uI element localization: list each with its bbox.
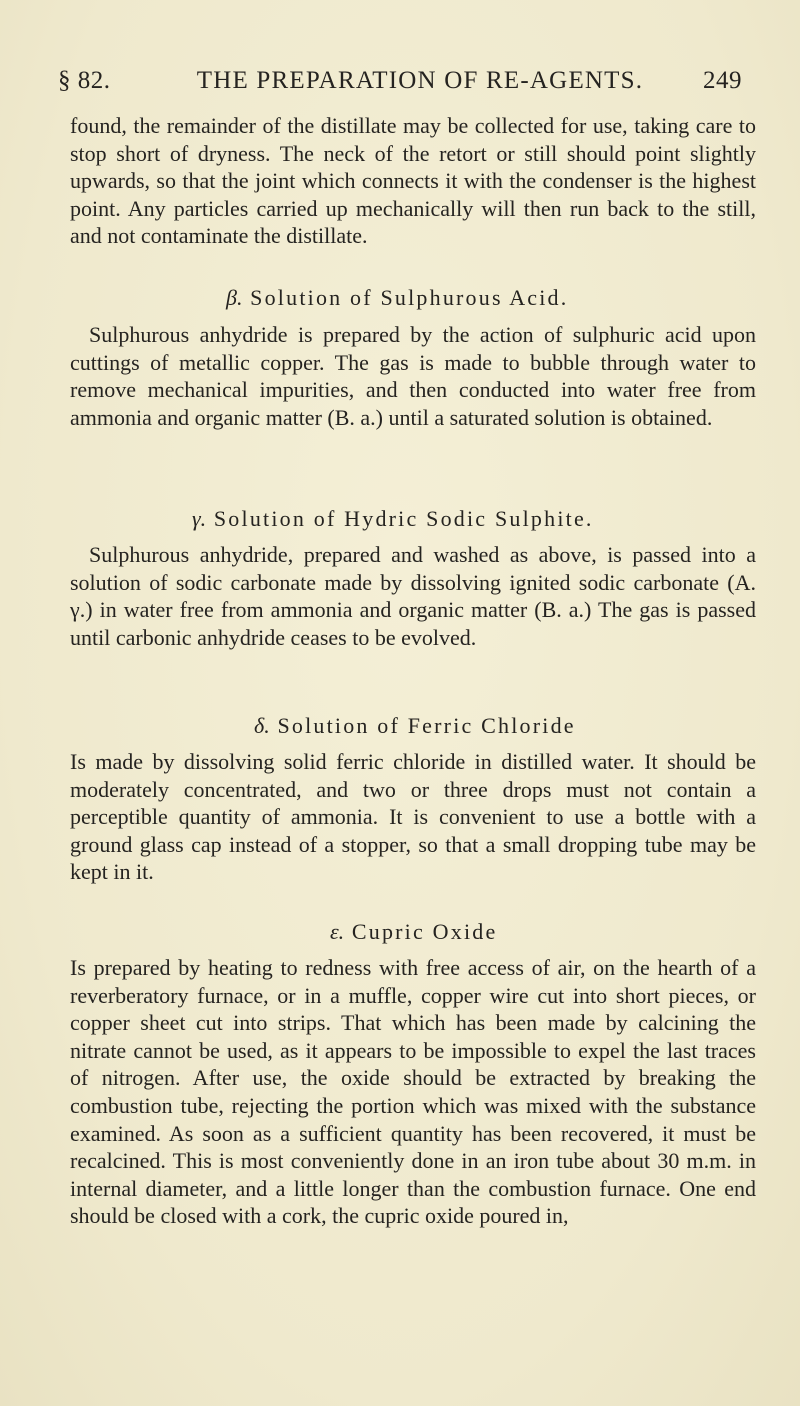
intro-paragraph-block <box>70 112 756 250</box>
section-heading-epsilon <box>330 918 497 946</box>
section-title: Solution of Sulphurous Acid. <box>250 285 569 310</box>
section-letter: β. <box>226 285 243 310</box>
section-paragraph: Is prepared by heating to redness with free access of air, on the hearth of a reverberatory furnace, or in a muffle, copper wire cut into short pieces, or copper sheet cut into strips. That which has been made by calcining the nitrate cannot be used, as it appears to be impossible to expel the last traces of nitrogen. After use, the oxide should be extracted by breaking the combustion tube, rejecting the portion which was mixed with the substance examined. As soon as a sufficient quantity has been recovered, it must be recalcined. This is most conveniently done in an iron tube about 30 m.m. in internal diameter, and a little longer than the combustion furnace. One end should be closed with a cork, the cupric oxide poured in, <box>70 955 756 1229</box>
section-letter: γ. <box>192 506 207 531</box>
section-number: § 82. <box>58 67 111 94</box>
running-head <box>58 66 742 96</box>
section-body-epsilon <box>70 954 756 1230</box>
section-heading-gamma <box>192 505 594 533</box>
section-paragraph: Is made by dissolving solid ferric chloride in distilled water. It should be moderately concentrated, and two or three drops must not contain a perceptible quantity of ammonia. It is convenient to use a bottle with a ground glass cap instead of a stopper, so that a small dropping tube may be kept in it. <box>70 749 756 885</box>
section-title: Solution of Hydric Sodic Sulphite. <box>213 506 594 531</box>
section-body-gamma <box>70 541 756 651</box>
section-heading-delta <box>254 712 576 740</box>
intro-paragraph: found, the remainder of the distillate may be collected for use, taking care to stop short of dryness. The neck of the retort or still should point slightly upwards, so that the joint which connects it with the condenser is the highest point. Any particles carried up mechanically will then run back to the still, and not contaminate the distillate. <box>70 113 756 249</box>
section-title: Cupric Oxide <box>351 919 498 944</box>
page-number: 249 <box>703 67 742 94</box>
section-body-delta <box>70 748 756 886</box>
section-letter: ε. <box>330 919 345 944</box>
section-body-beta <box>70 321 756 431</box>
section-paragraph: Sulphurous anhydride, prepared and washed as above, is passed into a solution of sodic carbonate made by dissolving ignited sodic carbonate (A. γ.) in water free from ammonia and organic matter (B. a.) The gas is passed until carbonic anhydride ceases to be evolved. <box>70 542 756 650</box>
section-title: Solution of Ferric Chloride <box>277 713 576 738</box>
section-paragraph: Sulphurous anhydride is prepared by the action of sulphuric acid upon cuttings of metallic copper. The gas is made to bubble through water to remove mechanical impurities, and then conducted into water free from ammonia and organic matter (B. a.) until a saturated solution is obtained. <box>70 322 756 430</box>
running-title: THE PREPARATION OF RE-AGENTS. <box>196 67 644 94</box>
section-heading-beta <box>226 284 568 312</box>
section-letter: δ. <box>254 713 270 738</box>
